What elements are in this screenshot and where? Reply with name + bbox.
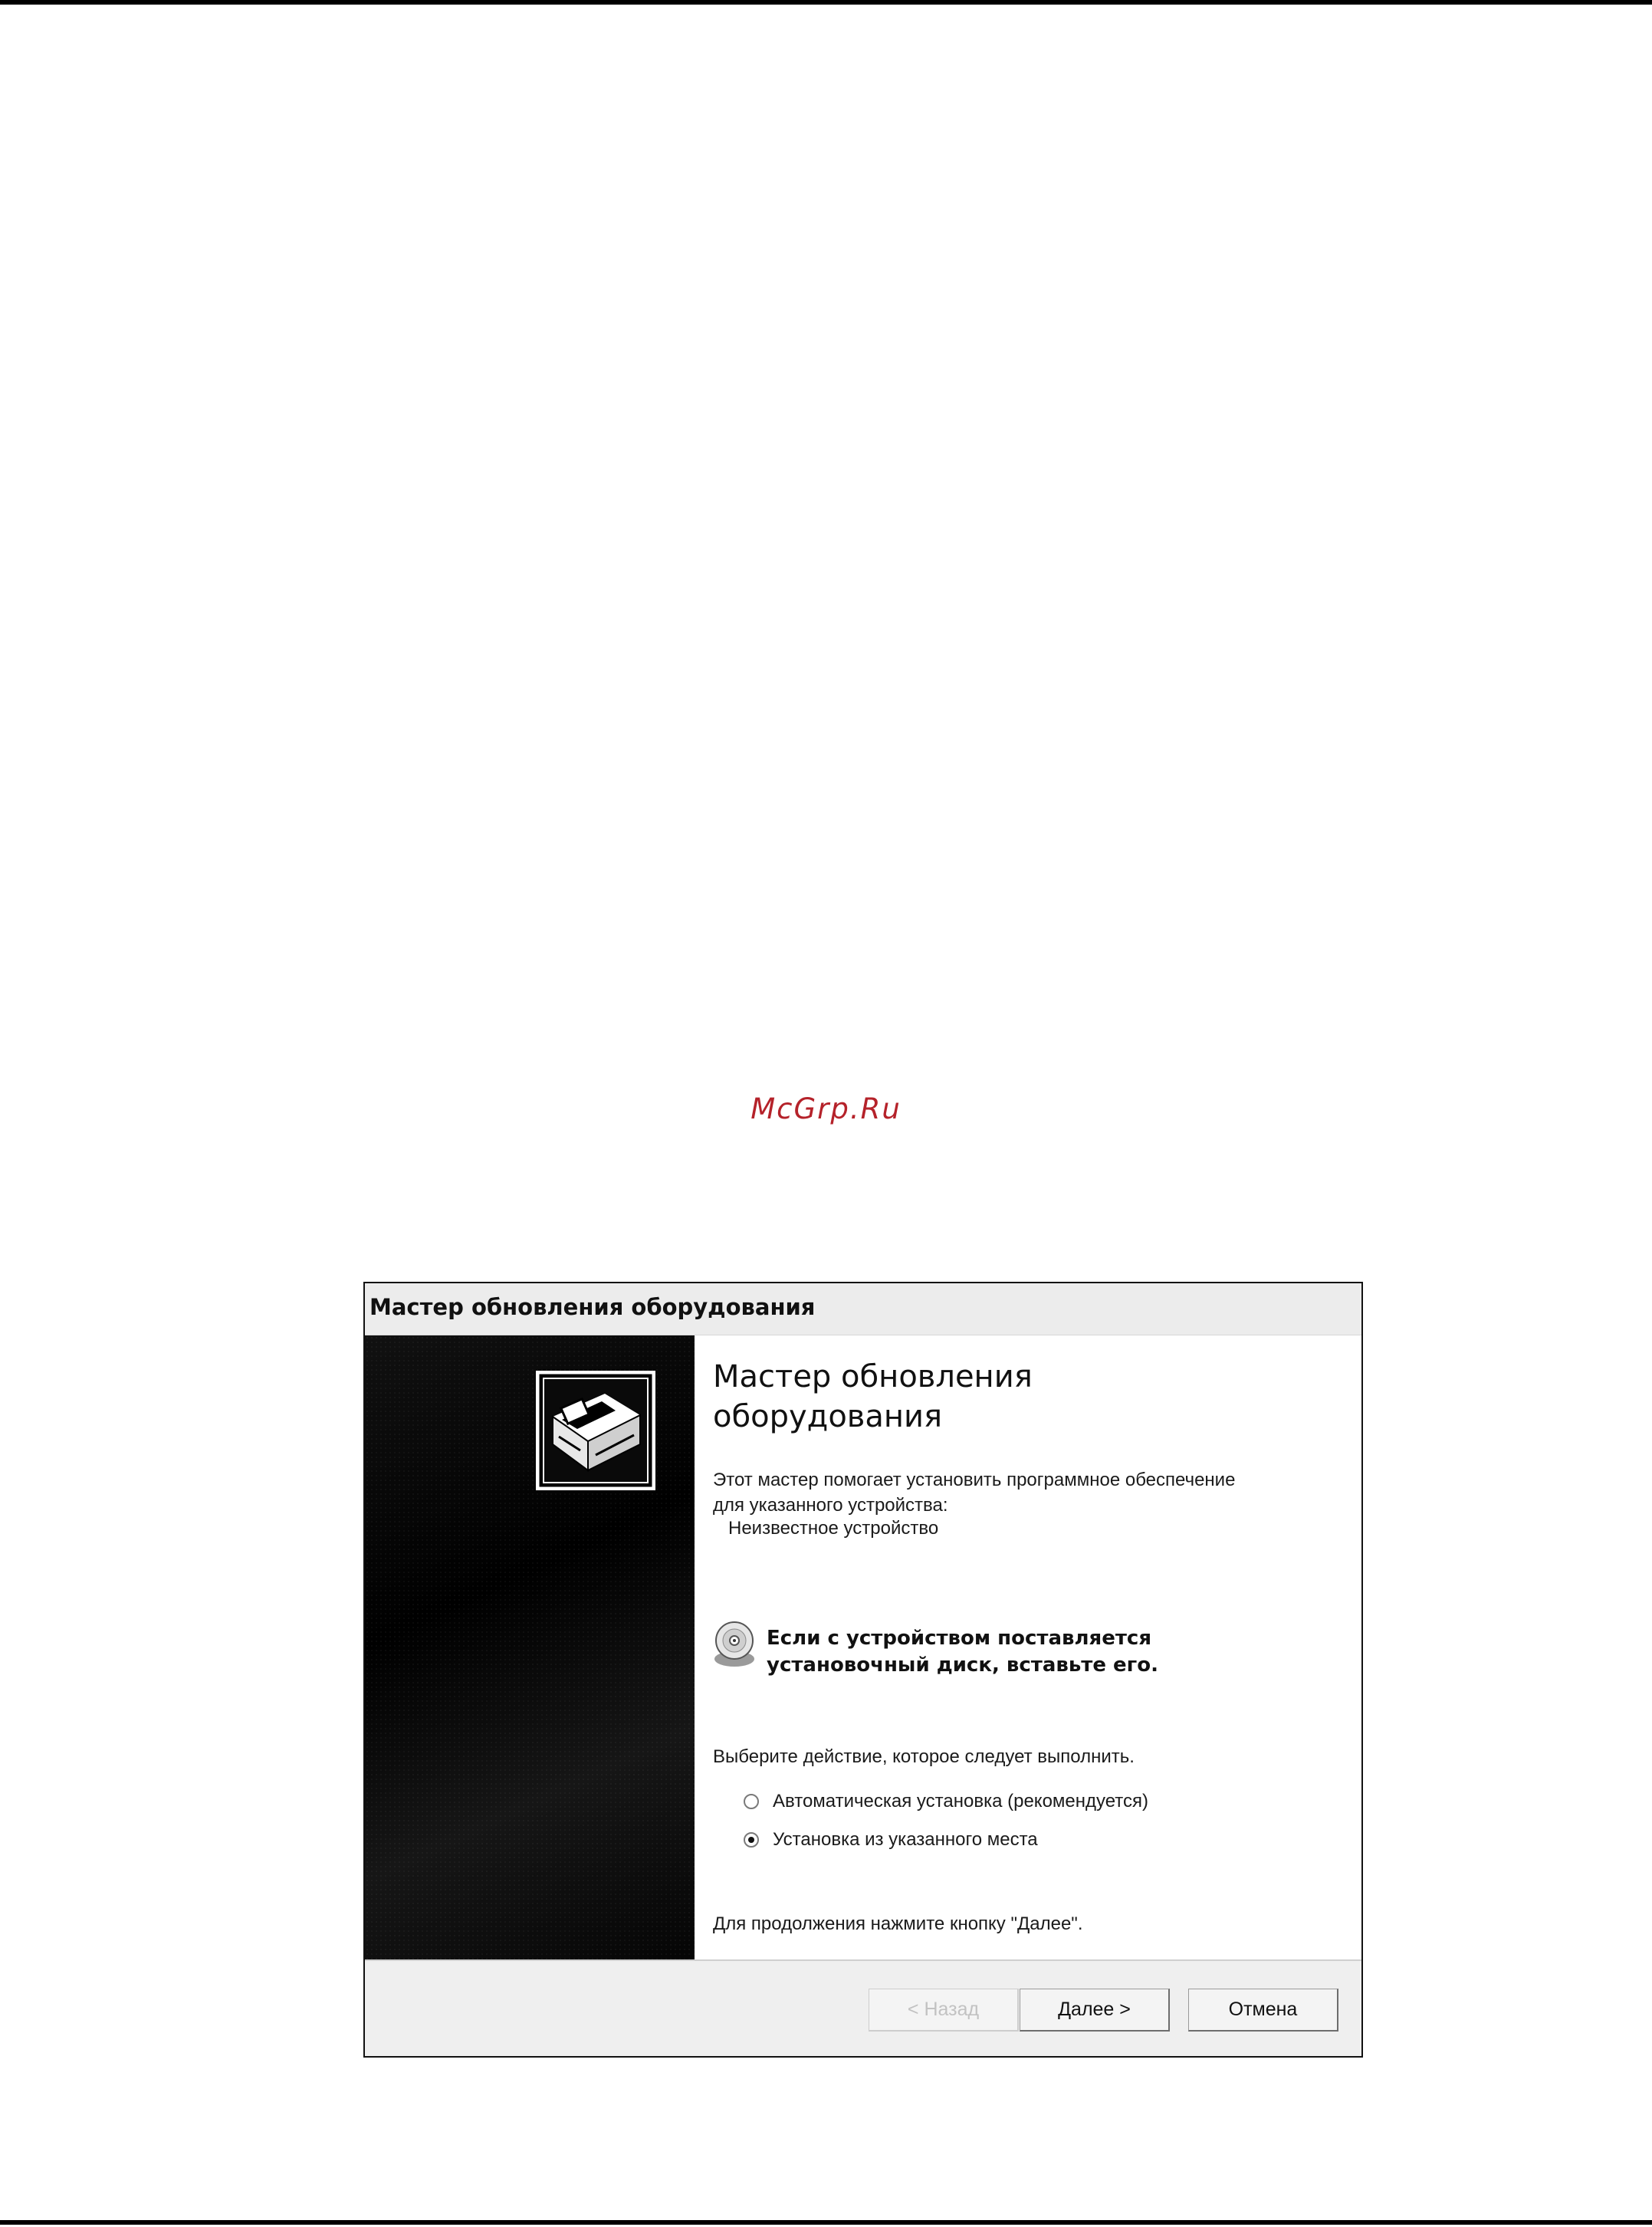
dialog-titlebar[interactable] [365,1283,1361,1335]
cd-disc-icon [711,1621,757,1670]
radio-auto-install[interactable] [744,1791,1148,1812]
dialog-title: Мастер обновления оборудования [369,1294,816,1320]
radio-button[interactable] [744,1794,759,1809]
hardware-drive-icon [536,1371,655,1490]
wizard-intro-text: Этот мастер помогает установить программное обеспечение для указанного устройства: [713,1470,1236,1516]
continue-hint: Для продолжения нажмите кнопку "Далее". [713,1913,1083,1934]
bottom-rule [0,2220,1652,2225]
device-name: Неизвестное устройство [728,1518,939,1539]
action-prompt: Выберите действие, которое следует выполнить. [713,1746,1135,1767]
radio-install-from-location[interactable] [744,1829,1038,1851]
radio-install-from-location-label: Установка из указанного места [773,1829,1038,1850]
top-rule [0,0,1652,5]
radio-auto-install-label: Автоматическая установка (рекомендуется) [773,1791,1149,1811]
wizard-footer [365,1959,1361,2056]
watermark-text: McGrp.Ru [750,1092,902,1125]
hardware-update-wizard-dialog [363,1282,1363,2058]
cancel-button[interactable]: Отмена [1188,1989,1338,2032]
wizard-side-panel [365,1335,695,1959]
cd-hint-text: Если с устройством поставляется установочный диск, вставьте его. [767,1627,1158,1677]
radio-button-selected[interactable] [744,1832,759,1848]
wizard-heading: Мастер обновления оборудования [713,1359,1033,1434]
wizard-content [695,1335,1361,1959]
back-button[interactable]: < Назад [869,1989,1019,2032]
next-button[interactable]: Далее > [1020,1989,1170,2032]
